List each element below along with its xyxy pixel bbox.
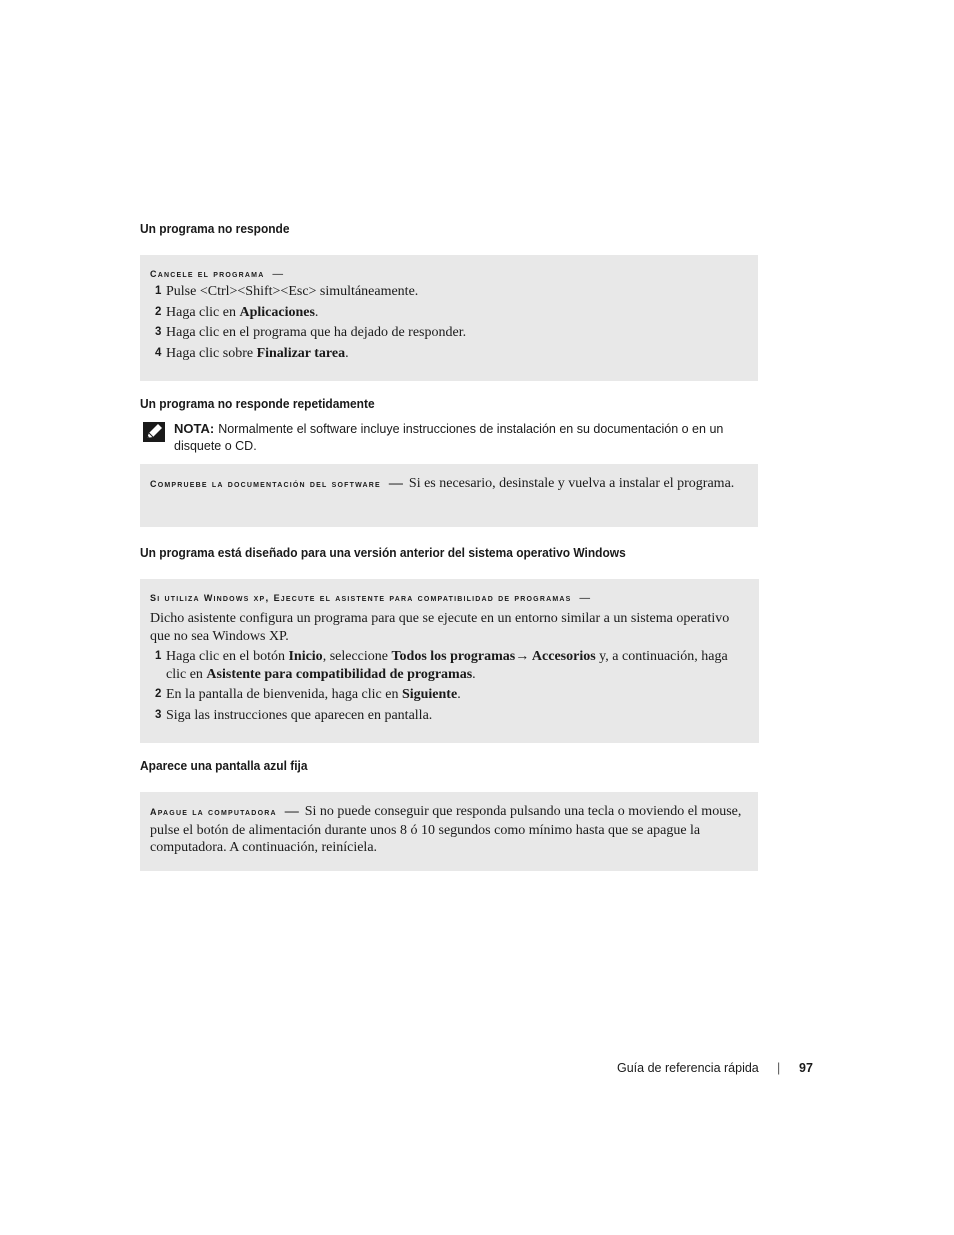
box-title: si utiliza windows xp, ejecute el asistente para compatibilidad de programas —: [150, 589, 590, 604]
note-pencil-icon: [143, 422, 165, 442]
box-compruebe-documentacion: [140, 464, 758, 527]
section-heading-version-anterior: Un programa está diseñado para una versión anterior del sistema operativo Windows: [140, 545, 626, 560]
box-windows-xp: [140, 579, 759, 743]
step-1: 1 Haga clic en el botón Inicio, seleccione Todos los programas→ Accesorios y, a continuación, haga clic en Asistente para compatibilidad de programas.: [155, 649, 728, 682]
box-body: Dicho asistente configura un programa para que se ejecute en un entorno similar a un sistema operativo que no sea Windows XP.: [150, 611, 730, 644]
step-3: 3 Siga las instrucciones que aparecen en pantalla.: [155, 707, 433, 723]
section-heading-no-responde: Un programa no responde: [140, 221, 290, 236]
note-text: NOTA: Normalmente el software incluye instrucciones de instalación en su documentación o en un disquete o CD.: [174, 421, 724, 453]
step-1: 1 Pulse <Ctrl><Shift><Esc> simultáneamente.: [155, 284, 419, 299]
step-4: 4 Haga clic sobre Finalizar tarea.: [155, 345, 349, 361]
footer-separator: |: [777, 1061, 781, 1075]
box-cancele-programa: [140, 255, 758, 381]
box-title-line: compruebe la documentación del software — Si es necesario, desinstale y vuelva a instalar el programa.: [150, 475, 735, 491]
box-apague-computadora: [140, 792, 758, 871]
section-heading-repetidamente: Un programa no responde repetidamente: [140, 396, 375, 411]
box-title: cancele el programa —: [150, 265, 283, 280]
box-title-line: apague la computadora — Si no puede conseguir que responda pulsando una tecla o moviendo el mouse, pulse el botón de alimentación durante unos 8 ó 10 segundos como mínimo hasta que se apague la computadora. A continuación, reiníciela.: [150, 803, 742, 855]
step-2: 2 En la pantalla de bienvenida, haga clic en Siguiente.: [155, 687, 461, 702]
step-2: 2 Haga clic en Aplicaciones.: [155, 304, 319, 320]
footer-title: Guía de referencia rápida: [617, 1061, 759, 1075]
page-number: 97: [799, 1061, 813, 1075]
step-3: 3 Haga clic en el programa que ha dejado de responder.: [155, 325, 467, 340]
section-heading-pantalla-azul: Aparece una pantalla azul fija: [140, 758, 308, 773]
